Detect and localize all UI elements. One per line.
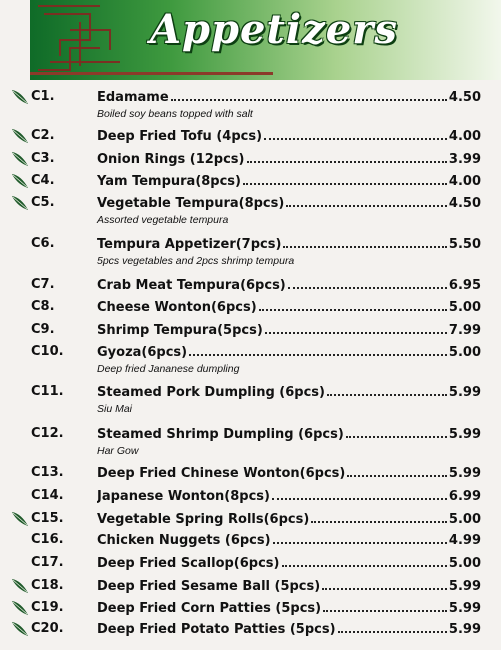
item-description: Siu Mai xyxy=(97,403,133,415)
dot-leader xyxy=(264,128,447,140)
dot-leader xyxy=(338,621,447,633)
item-name: Deep Fried Scallop(6pcs) xyxy=(97,556,280,571)
item-code: C20. xyxy=(31,621,64,636)
item-price: 7.99 xyxy=(448,323,481,338)
item-price: 5.00 xyxy=(448,300,481,315)
item-line xyxy=(97,236,481,252)
dot-leader xyxy=(189,344,447,356)
dot-leader xyxy=(259,299,447,311)
item-price: 5.99 xyxy=(448,385,481,400)
item-price: 5.50 xyxy=(448,237,481,252)
item-line xyxy=(97,511,481,527)
item-code: C10. xyxy=(31,344,64,359)
item-line xyxy=(97,89,481,105)
item-line xyxy=(97,322,481,338)
item-price: 5.99 xyxy=(448,622,481,637)
item-line xyxy=(97,151,481,167)
dot-leader xyxy=(311,511,447,523)
item-code: C1. xyxy=(31,89,55,104)
dot-leader xyxy=(273,532,447,544)
item-name: Vegetable Spring Rolls(6pcs) xyxy=(97,512,310,527)
dot-leader xyxy=(322,578,447,590)
item-description: Deep fried Jananese dumpling xyxy=(97,363,240,375)
item-line xyxy=(97,621,481,637)
item-name: Shrimp Tempura(5pcs) xyxy=(97,323,263,338)
item-line xyxy=(97,384,481,400)
item-code: C19. xyxy=(31,600,64,615)
item-price: 5.00 xyxy=(448,556,481,571)
item-price: 4.99 xyxy=(448,533,481,548)
dot-leader xyxy=(247,151,447,163)
item-code: C14. xyxy=(31,488,64,503)
item-code: C17. xyxy=(31,555,64,570)
item-line xyxy=(97,600,481,616)
item-name: Cheese Wonton(6pcs) xyxy=(97,300,257,315)
item-code: C7. xyxy=(31,277,55,292)
item-code: C5. xyxy=(31,195,55,210)
item-price: 3.99 xyxy=(448,152,481,167)
item-description: Assorted vegetable tempura xyxy=(97,214,229,226)
item-price: 5.00 xyxy=(448,512,481,527)
item-line xyxy=(97,277,481,293)
leaf-icon xyxy=(10,620,30,638)
item-code: C3. xyxy=(31,151,55,166)
item-description: Boiled soy beans topped with salt xyxy=(97,108,253,120)
item-line xyxy=(97,195,481,211)
leaf-icon xyxy=(10,88,30,106)
item-name: Deep Fried Potato Patties (5pcs) xyxy=(97,622,336,637)
item-name: Crab Meat Tempura(6pcs) xyxy=(97,278,286,293)
item-code: C6. xyxy=(31,236,55,251)
leaf-icon xyxy=(10,194,30,212)
item-price: 4.50 xyxy=(448,196,481,211)
item-code: C4. xyxy=(31,173,55,188)
item-price: 5.99 xyxy=(448,601,481,616)
item-line xyxy=(97,128,481,144)
item-line xyxy=(97,555,481,571)
dot-leader xyxy=(243,173,447,185)
item-code: C11. xyxy=(31,384,64,399)
item-price: 6.99 xyxy=(448,489,481,504)
dot-leader xyxy=(347,465,447,477)
leaf-icon xyxy=(10,510,30,528)
item-line xyxy=(97,173,481,189)
item-price: 5.00 xyxy=(448,345,481,360)
leaf-icon xyxy=(10,172,30,190)
item-code: C13. xyxy=(31,465,64,480)
item-name: Chicken Nuggets (6pcs) xyxy=(97,533,271,548)
leaf-icon xyxy=(10,127,30,145)
item-name: Deep Fried Corn Patties (5pcs) xyxy=(97,601,322,616)
item-code: C9. xyxy=(31,322,55,337)
dot-leader xyxy=(327,384,447,396)
item-name: Japanese Wonton(8pcs) xyxy=(97,489,270,504)
item-code: C16. xyxy=(31,532,64,547)
item-description: 5pcs vegetables and 2pcs shrimp tempura xyxy=(97,255,295,267)
item-name: Deep Fried Chinese Wonton(6pcs) xyxy=(97,466,346,481)
dot-leader xyxy=(272,488,447,500)
item-line xyxy=(97,532,481,548)
item-price: 5.99 xyxy=(448,427,481,442)
leaf-icon xyxy=(10,599,30,617)
item-code: C12. xyxy=(31,426,64,441)
item-code: C8. xyxy=(31,299,55,314)
item-description: Har Gow xyxy=(97,445,139,457)
dot-leader xyxy=(346,426,447,438)
item-line xyxy=(97,299,481,315)
item-price: 4.00 xyxy=(448,174,481,189)
item-line xyxy=(97,488,481,504)
page-title: Appetizers xyxy=(150,6,398,53)
item-code: C15. xyxy=(31,511,64,526)
item-price: 5.99 xyxy=(448,579,481,594)
item-name: Steamed Pork Dumpling (6pcs) xyxy=(97,385,325,400)
item-price: 4.00 xyxy=(448,129,481,144)
item-price: 5.99 xyxy=(448,466,481,481)
item-code: C2. xyxy=(31,128,55,143)
item-line xyxy=(97,426,481,442)
dot-leader xyxy=(171,89,447,101)
item-name: Edamame xyxy=(97,90,169,105)
dot-leader xyxy=(323,600,447,612)
item-name: Vegetable Tempura(8pcs) xyxy=(97,196,285,211)
item-name: Deep Fried Tofu (4pcs) xyxy=(97,129,263,144)
item-line xyxy=(97,465,481,481)
item-name: Deep Fried Sesame Ball (5pcs) xyxy=(97,579,321,594)
leaf-icon xyxy=(10,150,30,168)
item-name: Tempura Appetizer(7pcs) xyxy=(97,237,282,252)
item-price: 4.50 xyxy=(448,90,481,105)
dot-leader xyxy=(283,236,447,248)
dot-leader xyxy=(265,322,447,334)
leaf-icon xyxy=(10,577,30,595)
item-code: C18. xyxy=(31,578,64,593)
dot-leader xyxy=(286,195,447,207)
item-name: Onion Rings (12pcs) xyxy=(97,152,245,167)
item-price: 6.95 xyxy=(448,278,481,293)
item-name: Yam Tempura(8pcs) xyxy=(97,174,241,189)
item-line xyxy=(97,578,481,594)
item-line xyxy=(97,344,481,360)
dot-leader xyxy=(288,277,447,289)
dot-leader xyxy=(282,555,447,567)
item-name: Gyoza(6pcs) xyxy=(97,345,188,360)
item-name: Steamed Shrimp Dumpling (6pcs) xyxy=(97,427,344,442)
